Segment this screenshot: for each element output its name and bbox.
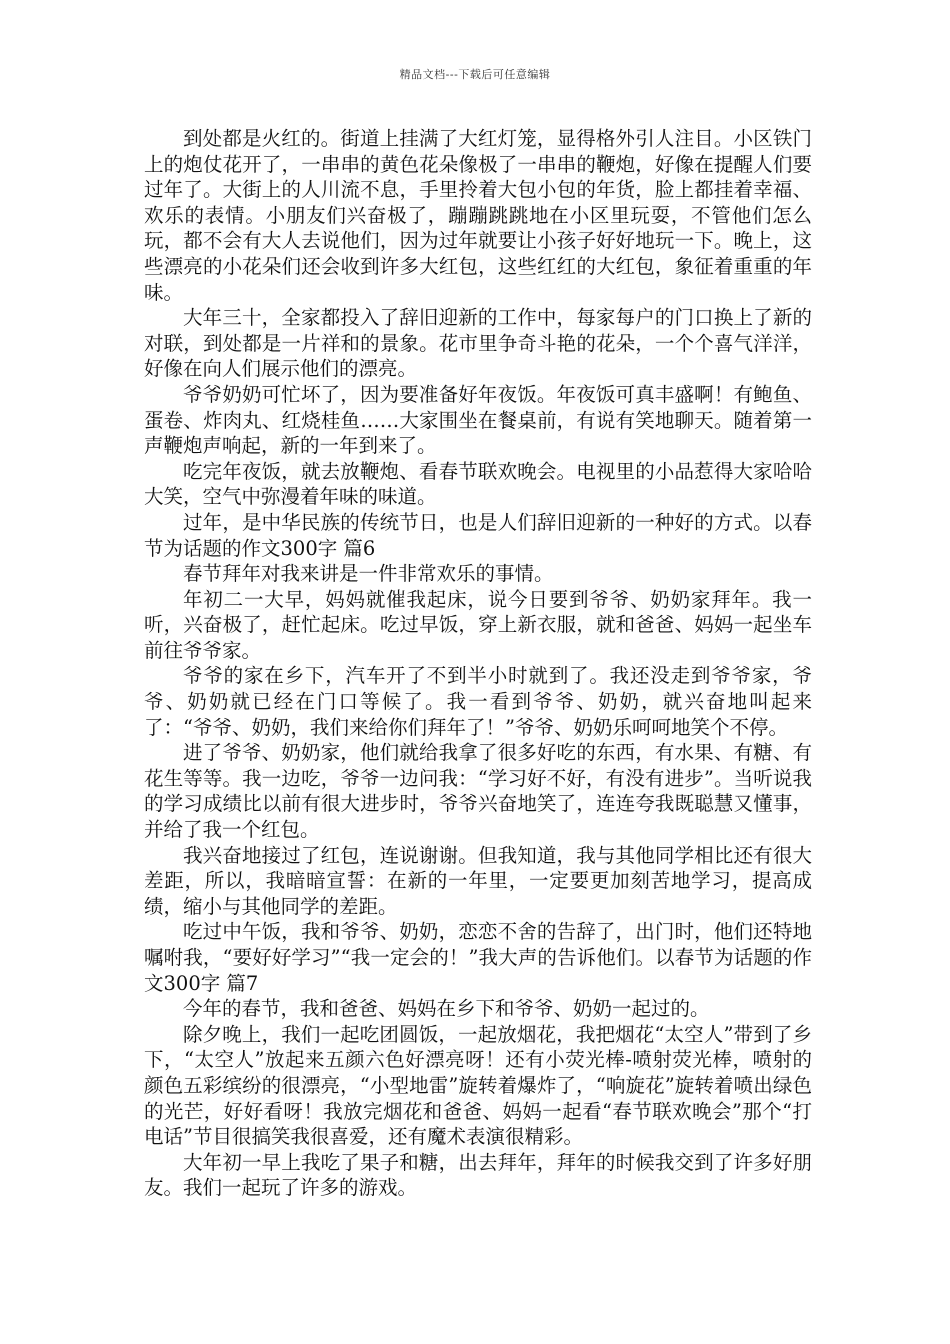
paragraph: 爷爷的家在乡下，汽车开了不到半小时就到了。我还没走到爷爷家，爷爷、奶奶就已经在门口等候了。我一看到爷爷、奶奶，就兴奋地叫起来了：“爷爷、奶奶，我们来给你们拜年了！”爷爷、奶奶乐呵呵地笑个不停。 — [144, 664, 812, 739]
paragraph: 过年，是中华民族的传统节日，也是人们辞旧迎新的一种好的方式。以春节为话题的作文300字 篇6 — [144, 510, 812, 560]
paragraph: 除夕晚上，我们一起吃团圆饭，一起放烟花，我把烟花“太空人”带到了乡下，“太空人”放起来五颜六色好漂亮呀！还有小荧光棒-喷射荧光棒，喷射的颜色五彩缤纷的很漂亮，“小型地雷”旋转着爆炸了，“响旋花”旋转着喷出绿色的光芒，好好看呀！我放完烟花和爸爸、妈妈一起看“春节联欢晚会”那个“打电话”节目很搞笑我很喜爱，还有魔术表演很精彩。 — [144, 1022, 812, 1149]
paragraph: 我兴奋地接过了红包，连说谢谢。但我知道，我与其他同学相比还有很大差距，所以，我暗暗宣誓：在新的一年里，一定要更加刻苦地学习，提高成绩，缩小与其他同学的差距。 — [144, 843, 812, 918]
paragraph: 今年的春节，我和爸爸、妈妈在乡下和爷爷、奶奶一起过的。 — [183, 997, 710, 1021]
paragraph: 年初二一大早，妈妈就催我起床，说今日要到爷爷、奶奶家拜年。我一听，兴奋极了，赶忙起床。吃过早饭，穿上新衣服，就和爸爸、妈妈一起坐车前往爷爷家。 — [144, 587, 812, 662]
article-body — [144, 126, 812, 1201]
paragraph: 大年三十，全家都投入了辞旧迎新的工作中，每家每户的门口换上了新的对联，到处都是一片祥和的景象。花市里争奇斗艳的花朵，一个个喜气洋洋，好像在向人们展示他们的漂亮。 — [144, 306, 812, 381]
paragraph: 吃过中午饭，我和爷爷、奶奶，恋恋不舍的告辞了，出门时，他们还特地嘱咐我，“要好好学习”“我一定会的！”我大声的告诉他们。以春节为话题的作文300字 篇7 — [144, 920, 812, 995]
page-header: 精品文档---下载后可任意编辑 — [399, 68, 551, 81]
paragraph: 爷爷奶奶可忙坏了，因为要准备好年夜饭。年夜饭可真丰盛啊！有鲍鱼、蛋卷、炸肉丸、红烧桂鱼……大家围坐在餐桌前，有说有笑地聊天。随着第一声鞭炮声响起，新的一年到来了。 — [144, 382, 812, 458]
paragraph: 春节拜年对我来讲是一件非常欢乐的事情。 — [183, 562, 554, 586]
paragraph: 进了爷爷、奶奶家，他们就给我拿了很多好吃的东西，有水果、有糖、有花生等等。我一边吃，爷爷一边问我：“学习好不好，有没有进步”。当听说我的学习成绩比以前有很大进步时，爷爷兴奋地笑了，连连夸我既聪慧又懂事，并给了我一个红包。 — [144, 741, 812, 842]
paragraph: 大年初一早上我吃了果子和糖，出去拜年，拜年的时候我交到了许多好朋友。我们一起玩了许多的游戏。 — [144, 1150, 812, 1200]
paragraph: 到处都是火红的。街道上挂满了大红灯笼，显得格外引人注目。小区铁门上的炮仗花开了，一串串的黄色花朵像极了一串串的鞭炮，好像在提醒人们要过年了。大街上的人川流不息，手里拎着大包小包的年货，脸上都挂着幸福、欢乐的表情。小朋友们兴奋极了，蹦蹦跳跳地在小区里玩耍，不管他们怎么玩，都不会有大人去说他们，因为过年就要让小孩子好好地玩一下。晚上，这些漂亮的小花朵们还会收到许多大红包，这些红红的大红包，象征着重重的年味。 — [144, 127, 812, 304]
paragraph: 吃完年夜饭，就去放鞭炮、看春节联欢晚会。电视里的小品惹得大家哈哈大笑，空气中弥漫着年味的味道。 — [144, 459, 812, 509]
